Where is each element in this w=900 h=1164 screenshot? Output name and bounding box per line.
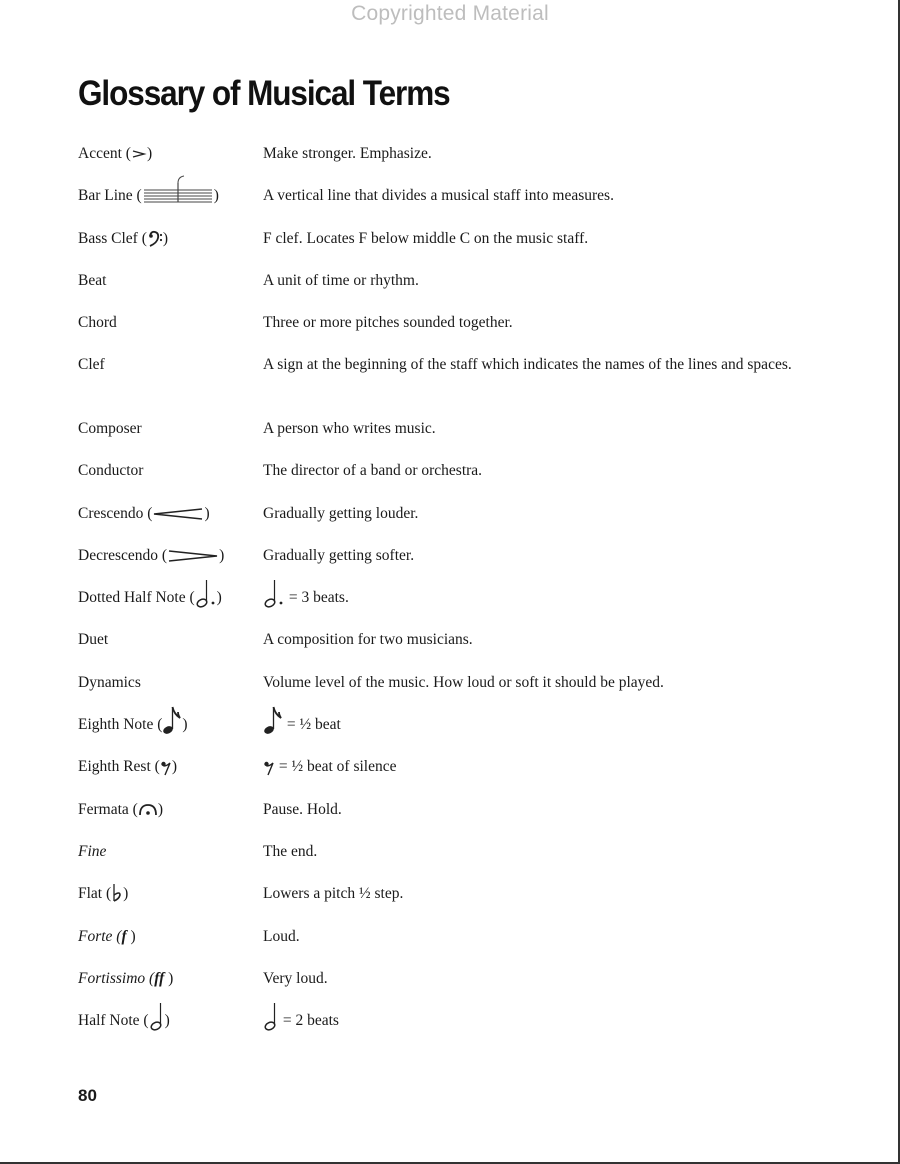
term-label: Crescendo (: [78, 504, 153, 522]
copyright-watermark: Copyrighted Material: [351, 2, 549, 25]
term: Dynamics: [78, 673, 141, 691]
glossary-entry-decrescendo: [78, 542, 818, 584]
term: [78, 587, 258, 608]
definition: A sign at the beginning of the staff which indicates the names of the lines and spaces.: [263, 356, 792, 374]
term-close: ): [162, 229, 169, 247]
term: [78, 143, 258, 164]
decrescendo-icon: [167, 550, 219, 562]
eighth-note-icon: [263, 706, 283, 736]
term: Clef: [78, 356, 105, 374]
page-title: Glossary of Musical Terms: [78, 74, 450, 113]
term-close: ): [157, 800, 163, 818]
bass-clef-icon: [147, 230, 163, 248]
definition: [263, 1010, 808, 1031]
eighth-rest-icon: [160, 760, 172, 776]
term: [78, 185, 258, 206]
term-close: ): [164, 1012, 170, 1030]
term-close: ): [213, 187, 219, 205]
definition: A composition for two musicians.: [263, 631, 473, 649]
term-close: ): [171, 758, 177, 776]
glossary-entry-dynamics: [78, 669, 818, 711]
term-close: ): [130, 927, 136, 945]
term: [78, 545, 258, 566]
term: [78, 841, 258, 862]
definition-text: = ½ beat of silence: [278, 758, 397, 776]
term: [78, 1010, 258, 1031]
glossary-entry-composer: [78, 415, 818, 457]
term-label: Fine: [78, 842, 107, 860]
term-close: ): [219, 546, 225, 564]
glossary-entry-clef: [78, 351, 818, 415]
definition: A unit of time or rhythm.: [263, 271, 419, 289]
definition: [263, 714, 808, 735]
definition-text: = ½ beat: [286, 716, 341, 734]
term-label: Flat (: [78, 885, 112, 903]
definition: [263, 587, 808, 608]
glossary-list: [78, 140, 818, 1049]
flat-icon: [111, 883, 123, 903]
definition: The end.: [263, 842, 318, 860]
term-label: Half Note (: [78, 1012, 149, 1030]
glossary-entry-eighth-note: [78, 711, 818, 753]
accent-icon: [131, 147, 147, 161]
definition-text: = 2 beats: [282, 1012, 339, 1030]
definition: Make stronger. Emphasize.: [263, 145, 432, 162]
definition: Loud.: [263, 927, 300, 945]
term: Chord: [78, 314, 117, 332]
term: [78, 799, 258, 820]
bar-line-icon: [142, 174, 214, 206]
term-close: ): [146, 145, 153, 162]
page-number: 80: [78, 1086, 97, 1105]
definition: A person who writes music.: [263, 419, 436, 437]
definition: A vertical line that divides a musical staff into measures.: [263, 187, 614, 205]
glossary-entry-fine: [78, 838, 818, 880]
definition: F clef. Locates F below middle C on the music staff.: [263, 229, 589, 247]
term-close: ): [123, 885, 129, 903]
half-note-icon: [263, 1002, 279, 1032]
fermata-icon: [138, 803, 158, 817]
term: [78, 714, 258, 735]
term: [78, 503, 258, 524]
fortissimo-symbol: ff: [154, 969, 165, 987]
term: [78, 968, 258, 989]
glossary-entry-beat: [78, 267, 818, 309]
forte-symbol: f: [121, 927, 127, 945]
definition: Three or more pitches sounded together.: [263, 314, 513, 332]
eighth-rest-icon: [263, 760, 275, 776]
definition: Gradually getting softer.: [263, 546, 415, 564]
term-close: ): [204, 504, 210, 522]
term: Conductor: [78, 462, 144, 480]
term-label: Decrescendo (: [78, 546, 168, 564]
term: Beat: [78, 271, 107, 289]
glossary-entry-half-note: [78, 1007, 818, 1049]
definition: Gradually getting louder.: [263, 504, 419, 522]
definition: Volume level of the music. How loud or soft it should be played.: [263, 673, 664, 691]
term-close: ): [182, 716, 188, 734]
half-note-icon: [149, 1002, 165, 1032]
definition: [263, 756, 808, 777]
term-label: Dotted Half Note (: [78, 589, 195, 607]
term-label: Accent (: [78, 145, 131, 162]
glossary-entry-bass-clef: [78, 225, 818, 267]
glossary-entry-crescendo: [78, 500, 818, 542]
crescendo-icon: [152, 508, 204, 520]
glossary-entry-eighth-rest: [78, 753, 818, 795]
term-label: Eighth Note (: [78, 716, 163, 734]
glossary-entry-flat: [78, 880, 818, 922]
term-label: Bass Clef (: [78, 229, 147, 247]
glossary-entry-dotted-half-note: [78, 584, 818, 626]
term-label: Bar Line (: [78, 187, 142, 205]
eighth-note-icon: [162, 706, 182, 736]
glossary-entry-chord: [78, 309, 818, 351]
glossary-entry-forte: [78, 923, 818, 965]
glossary-entry-fermata: [78, 796, 818, 838]
term: Composer: [78, 419, 142, 437]
term: [78, 883, 258, 904]
dotted-half-note-icon: [195, 579, 217, 609]
definition: The director of a band or orchestra.: [263, 462, 483, 480]
definition: Pause. Hold.: [263, 800, 342, 818]
term-label: Forte (: [78, 927, 122, 945]
definition: Very loud.: [263, 969, 328, 987]
term-label: Eighth Rest (: [78, 758, 160, 776]
glossary-entry-bar-line: [78, 182, 818, 224]
term: [78, 926, 258, 947]
dotted-half-note-icon: [263, 579, 285, 609]
term: Duet: [78, 631, 109, 649]
glossary-entry-duet: [78, 626, 818, 668]
term: [78, 756, 258, 777]
glossary-entry-fortissimo: [78, 965, 818, 1007]
term-label: Fermata (: [78, 800, 138, 818]
term-close: ): [216, 589, 222, 607]
definition-text: = 3 beats.: [288, 589, 349, 607]
glossary-entry-conductor: [78, 457, 818, 499]
definition: Lowers a pitch ½ step.: [263, 885, 404, 903]
term-close: ): [168, 969, 174, 987]
term: [78, 228, 258, 249]
term-label: Fortissimo (: [78, 969, 155, 987]
